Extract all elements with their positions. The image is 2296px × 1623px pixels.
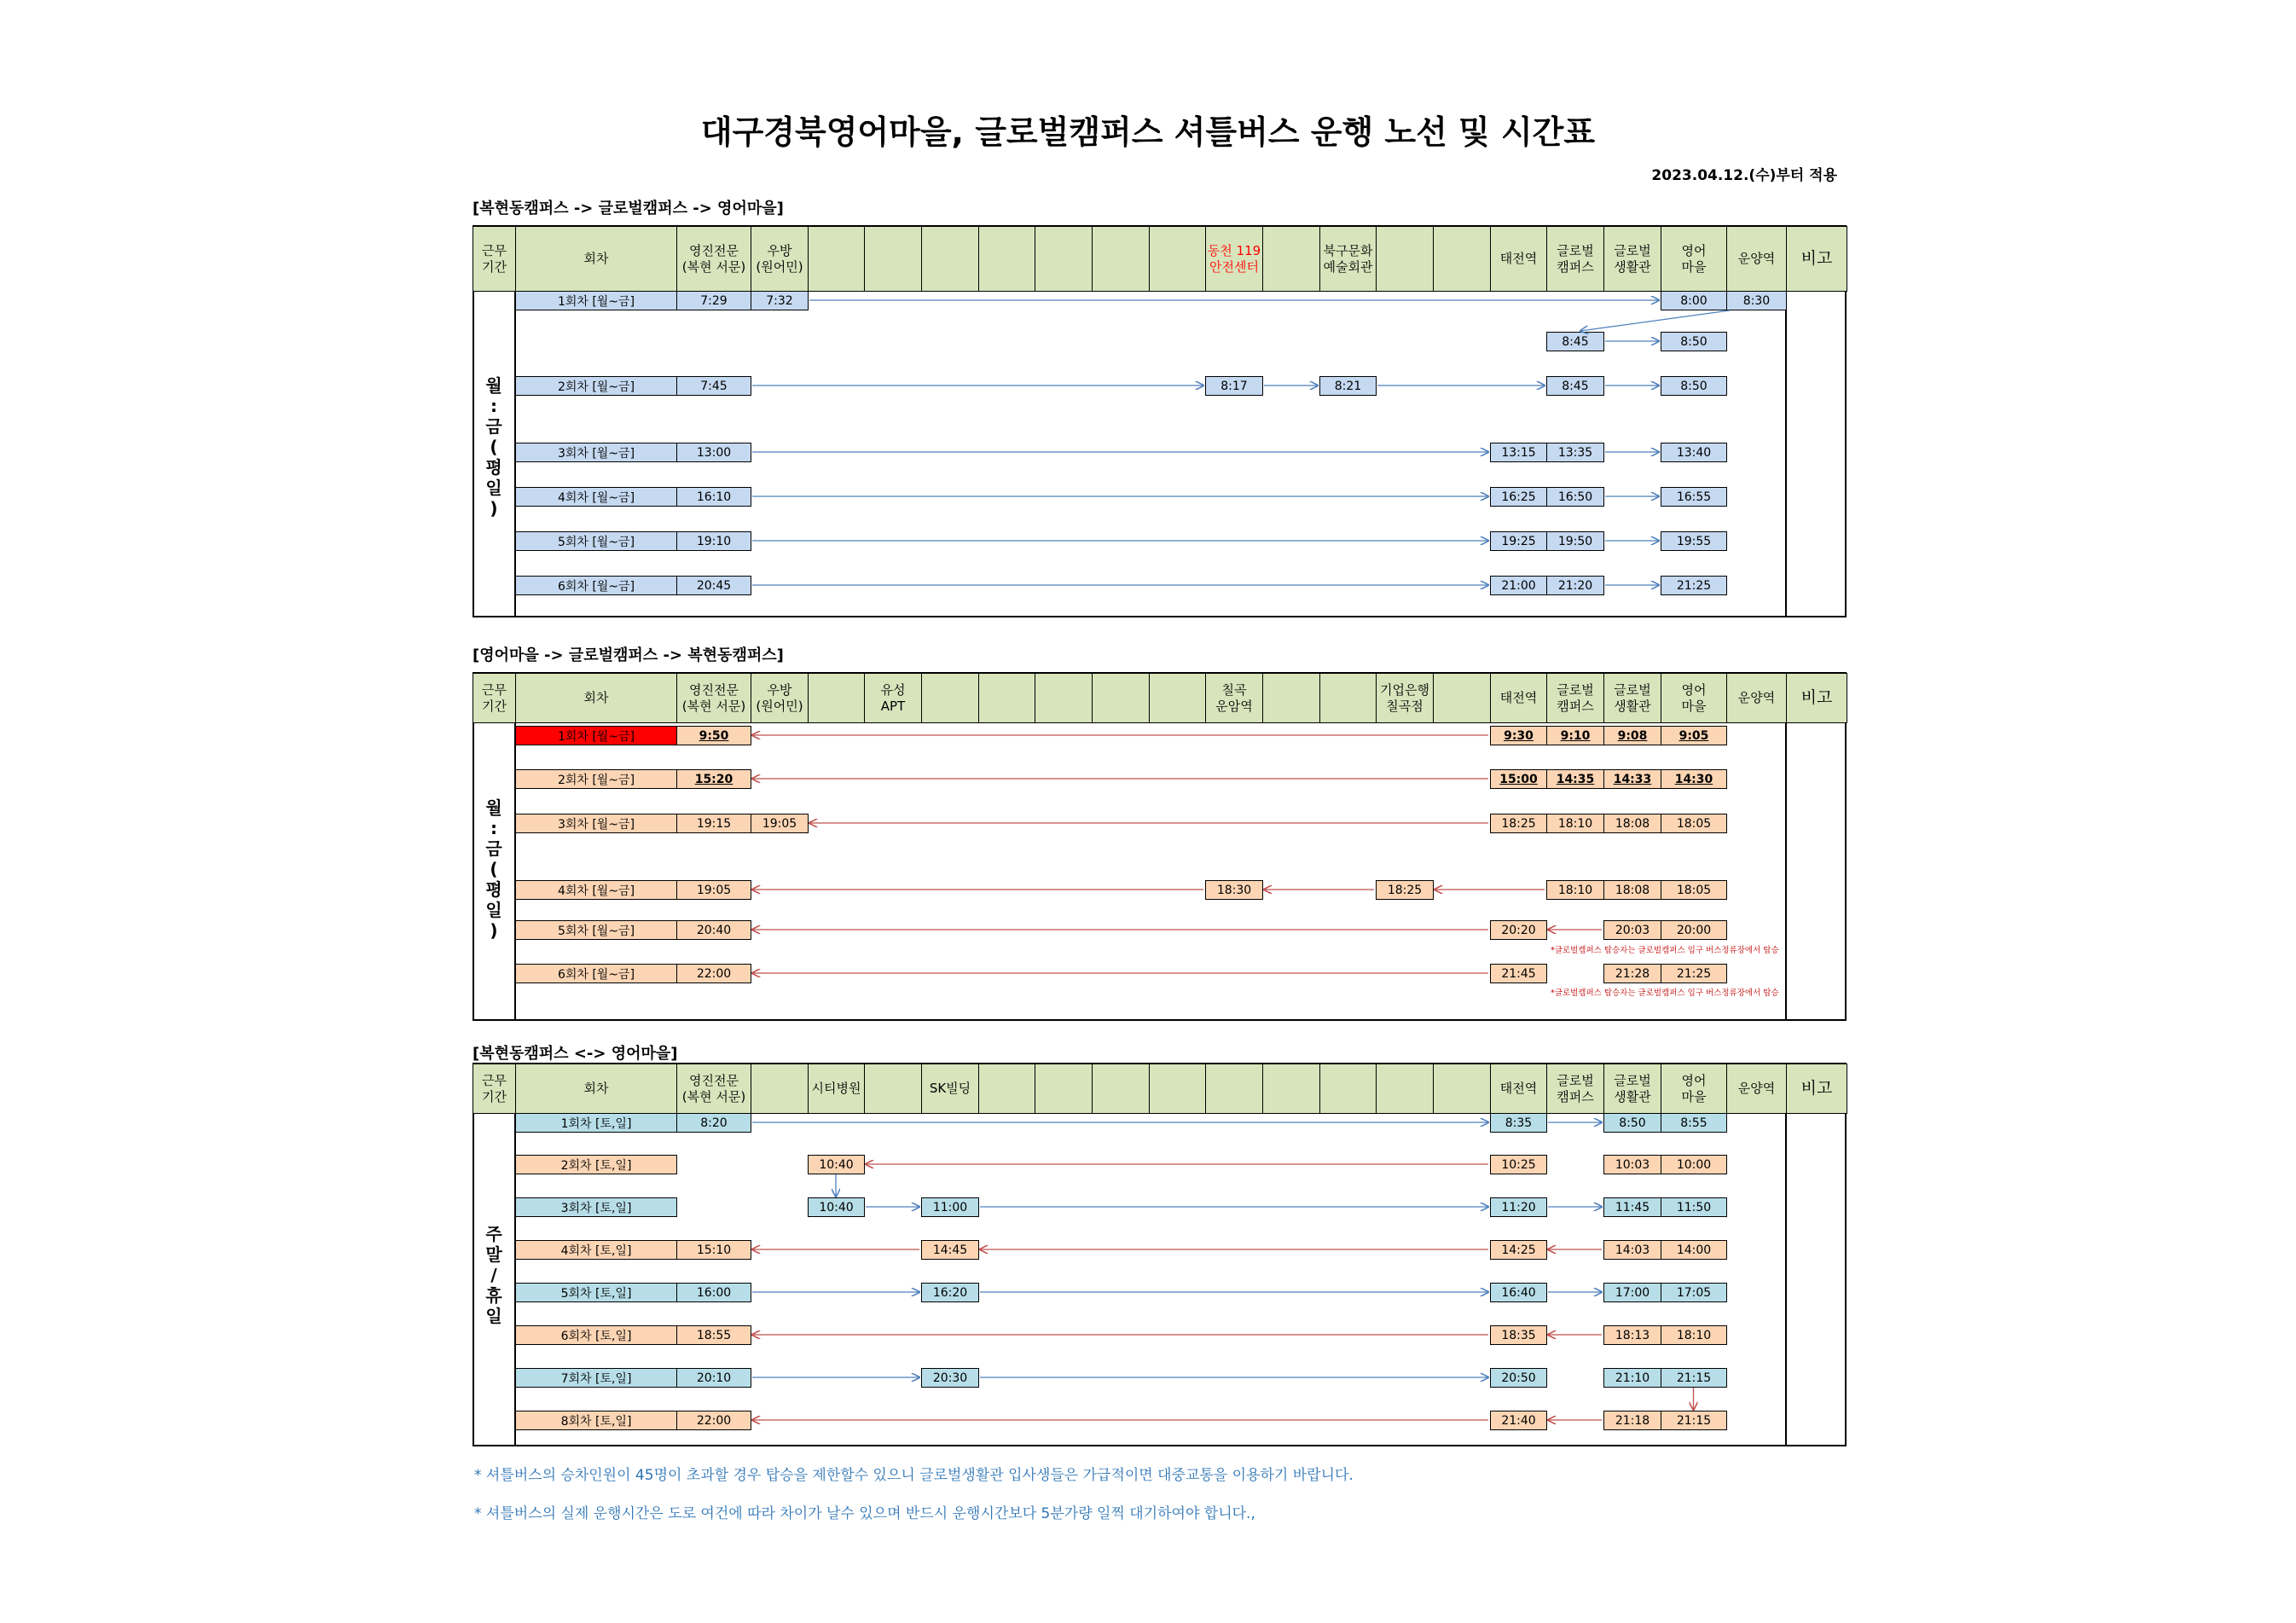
time-cell: 21:15 bbox=[1661, 1368, 1727, 1388]
time-cell: 16:25 bbox=[1490, 487, 1547, 507]
header-cell: 기업은행 칠곡점 bbox=[1376, 673, 1434, 723]
note-row5: *글로벌캠퍼스 탑승자는 글로벌캠퍼스 입구 버스정류장에서 탑승 bbox=[1551, 946, 1779, 955]
time-cell: 13:00 bbox=[676, 443, 751, 462]
header-cell: 영어 마을 bbox=[1661, 1064, 1727, 1114]
time-cell: 18:10 bbox=[1661, 1325, 1727, 1345]
time-cell: 10:40 bbox=[808, 1197, 865, 1217]
time-cell: 21:18 bbox=[1603, 1411, 1661, 1430]
time-cell: 21:25 bbox=[1661, 576, 1727, 595]
header-cell: 글로벌 캠퍼스 bbox=[1546, 673, 1604, 723]
header-cell: 칠곡 운암역 bbox=[1205, 673, 1263, 723]
time-cell: 13:40 bbox=[1661, 443, 1727, 462]
time-cell: 10:03 bbox=[1603, 1155, 1661, 1174]
time-cell: 9:50 bbox=[676, 726, 751, 745]
header-cell: 운양역 bbox=[1726, 673, 1787, 723]
time-cell: 14:30 bbox=[1661, 769, 1727, 789]
header-cell: SK빌딩 bbox=[921, 1064, 979, 1114]
time-cell: 8:17 bbox=[1205, 376, 1263, 396]
header-cell: 회차 bbox=[515, 226, 677, 292]
page-title: 대구경북영어마을, 글로벌캠퍼스 셔틀버스 운행 노선 및 시간표 bbox=[700, 113, 1596, 151]
header-cell: 글로벌 생활관 bbox=[1603, 1064, 1661, 1114]
time-cell: 1회차 [토,일] bbox=[515, 1113, 677, 1133]
time-cell: 2회차 [토,일] bbox=[515, 1155, 677, 1174]
header-cell: 글로벌 생활관 bbox=[1603, 226, 1661, 292]
header-cell: 태전역 bbox=[1490, 226, 1547, 292]
time-cell: 3회차 [토,일] bbox=[515, 1197, 677, 1217]
time-cell: 16:50 bbox=[1546, 487, 1604, 507]
time-cell: 9:05 bbox=[1661, 726, 1727, 745]
header-cell: 태전역 bbox=[1490, 1064, 1547, 1114]
time-cell: 19:50 bbox=[1546, 531, 1604, 551]
time-cell: 21:20 bbox=[1546, 576, 1604, 595]
time-cell: 2회차 [월~금] bbox=[515, 376, 677, 396]
time-cell: 18:08 bbox=[1603, 814, 1661, 833]
time-cell: 18:05 bbox=[1661, 814, 1727, 833]
header-cell: 비고 bbox=[1786, 226, 1847, 292]
time-cell: 3회차 [월~금] bbox=[515, 443, 677, 462]
time-cell: 1회차 [월~금] bbox=[515, 726, 677, 745]
time-cell: 21:15 bbox=[1661, 1411, 1727, 1430]
time-cell: 18:35 bbox=[1490, 1325, 1547, 1345]
header-cell: 회차 bbox=[515, 673, 677, 723]
section-1-title: [복현동캠퍼스 -> 글로벌캠퍼스 -> 영어마을] bbox=[473, 200, 784, 217]
header-cell: 영진전문 (복현 서문) bbox=[676, 1064, 751, 1114]
time-cell: 6회차 [월~금] bbox=[515, 964, 677, 983]
time-cell: 19:15 bbox=[676, 814, 751, 833]
time-cell: 16:10 bbox=[676, 487, 751, 507]
time-cell: 5회차 [월~금] bbox=[515, 531, 677, 551]
time-cell: 8:21 bbox=[1319, 376, 1377, 396]
time-cell: 15:00 bbox=[1490, 769, 1547, 789]
time-cell: 4회차 [월~금] bbox=[515, 880, 677, 900]
time-cell: 4회차 [월~금] bbox=[515, 487, 677, 507]
time-cell: 8:35 bbox=[1490, 1113, 1547, 1133]
time-cell: 13:35 bbox=[1546, 443, 1604, 462]
header-cell: 시티병원 bbox=[808, 1064, 865, 1114]
header-cell: 태전역 bbox=[1490, 673, 1547, 723]
time-cell: 2회차 [월~금] bbox=[515, 769, 677, 789]
time-cell: 16:00 bbox=[676, 1283, 751, 1302]
time-cell: 5회차 [토,일] bbox=[515, 1283, 677, 1302]
time-cell: 16:40 bbox=[1490, 1283, 1547, 1302]
time-cell: 14:03 bbox=[1603, 1240, 1661, 1260]
header-cell: 글로벌 캠퍼스 bbox=[1546, 226, 1604, 292]
time-cell: 14:00 bbox=[1661, 1240, 1727, 1260]
section-2-title: [영어마을 -> 글로벌캠퍼스 -> 복현동캠퍼스] bbox=[473, 646, 784, 664]
footnote-1: * 셔틀버스의 승차인원이 45명이 초과할 경우 탑승을 제한할수 있으니 글로벌생활관 입사생들은 가급적이면 대중교통을 이용하기 바랍니다. bbox=[474, 1467, 1354, 1484]
time-cell: 20:30 bbox=[921, 1368, 979, 1388]
time-cell: 17:05 bbox=[1661, 1283, 1727, 1302]
time-cell: 3회차 [월~금] bbox=[515, 814, 677, 833]
period-label: 월 : 금 ( 평 일 ) bbox=[485, 375, 502, 519]
header-cell: 북구문화 예술회관 bbox=[1319, 226, 1377, 292]
time-cell: 8회차 [토,일] bbox=[515, 1411, 677, 1430]
time-cell: 6회차 [월~금] bbox=[515, 576, 677, 595]
time-cell: 19:55 bbox=[1661, 531, 1727, 551]
time-cell: 18:10 bbox=[1546, 814, 1604, 833]
note-row6: *글로벌캠퍼스 탑승자는 글로벌캠퍼스 입구 버스정류장에서 탑승 bbox=[1551, 988, 1779, 998]
time-cell: 8:00 bbox=[1661, 291, 1727, 310]
time-cell: 19:25 bbox=[1490, 531, 1547, 551]
time-cell: 8:45 bbox=[1546, 376, 1604, 396]
time-cell: 5회차 [월~금] bbox=[515, 920, 677, 940]
time-cell: 9:30 bbox=[1490, 726, 1547, 745]
time-cell: 8:20 bbox=[676, 1113, 751, 1133]
time-cell: 8:30 bbox=[1726, 291, 1787, 310]
time-cell: 16:55 bbox=[1661, 487, 1727, 507]
time-cell: 18:30 bbox=[1205, 880, 1263, 900]
time-cell: 21:45 bbox=[1490, 964, 1547, 983]
section-3-title: [복현동캠퍼스 <-> 영어마을] bbox=[473, 1045, 678, 1063]
time-cell: 8:45 bbox=[1546, 332, 1604, 351]
time-cell: 11:00 bbox=[921, 1197, 979, 1217]
time-cell: 19:05 bbox=[676, 880, 751, 900]
header-cell: 운양역 bbox=[1726, 1064, 1787, 1114]
time-cell: 20:20 bbox=[1490, 920, 1547, 940]
header-cell: 회차 bbox=[515, 1064, 677, 1114]
time-cell: 11:20 bbox=[1490, 1197, 1547, 1217]
time-cell: 8:50 bbox=[1661, 376, 1727, 396]
time-cell: 16:20 bbox=[921, 1283, 979, 1302]
time-cell: 6회차 [토,일] bbox=[515, 1325, 677, 1345]
time-cell: 19:05 bbox=[751, 814, 809, 833]
header-cell: 비고 bbox=[1786, 1064, 1847, 1114]
header-cell: 동천 119 안전센터 bbox=[1205, 226, 1263, 292]
time-cell: 17:00 bbox=[1603, 1283, 1661, 1302]
time-cell: 18:10 bbox=[1546, 880, 1604, 900]
header-cell: 비고 bbox=[1786, 673, 1847, 723]
time-cell: 21:10 bbox=[1603, 1368, 1661, 1388]
time-cell: 7:45 bbox=[676, 376, 751, 396]
applied-date: 2023.04.12.(수)부터 적용 bbox=[1651, 167, 1837, 184]
time-cell: 20:50 bbox=[1490, 1368, 1547, 1388]
header-cell: 우방 (원어민) bbox=[751, 673, 809, 723]
time-cell: 11:50 bbox=[1661, 1197, 1727, 1217]
time-cell: 7:29 bbox=[676, 291, 751, 310]
header-cell: 글로벌 생활관 bbox=[1603, 673, 1661, 723]
time-cell: 10:25 bbox=[1490, 1155, 1547, 1174]
header-cell: 운양역 bbox=[1726, 226, 1787, 292]
time-cell: 8:50 bbox=[1603, 1113, 1661, 1133]
time-cell: 9:10 bbox=[1546, 726, 1604, 745]
time-cell: 20:10 bbox=[676, 1368, 751, 1388]
time-cell: 21:00 bbox=[1490, 576, 1547, 595]
time-cell: 19:10 bbox=[676, 531, 751, 551]
time-cell: 10:40 bbox=[808, 1155, 865, 1174]
header-cell: 근무 기간 bbox=[473, 226, 516, 292]
time-cell: 18:25 bbox=[1376, 880, 1434, 900]
header-cell: 영진전문 (복현 서문) bbox=[676, 673, 751, 723]
header-cell: 영어 마을 bbox=[1661, 226, 1727, 292]
time-cell: 20:00 bbox=[1661, 920, 1727, 940]
time-cell: 8:55 bbox=[1661, 1113, 1727, 1133]
time-cell: 21:40 bbox=[1490, 1411, 1547, 1430]
time-cell: 20:45 bbox=[676, 576, 751, 595]
header-cell: 영어 마을 bbox=[1661, 673, 1727, 723]
time-cell: 7회차 [토,일] bbox=[515, 1368, 677, 1388]
time-cell: 14:45 bbox=[921, 1240, 979, 1260]
header-cell: 우방 (원어민) bbox=[751, 226, 809, 292]
time-cell: 18:05 bbox=[1661, 880, 1727, 900]
time-cell: 1회차 [월~금] bbox=[515, 291, 677, 310]
header-cell: 글로벌 캠퍼스 bbox=[1546, 1064, 1604, 1114]
time-cell: 13:15 bbox=[1490, 443, 1547, 462]
time-cell: 18:13 bbox=[1603, 1325, 1661, 1345]
time-cell: 7:32 bbox=[751, 291, 809, 310]
header-cell: 유성 APT bbox=[864, 673, 922, 723]
time-cell: 14:25 bbox=[1490, 1240, 1547, 1260]
time-cell: 21:25 bbox=[1661, 964, 1727, 983]
time-cell: 10:00 bbox=[1661, 1155, 1727, 1174]
time-cell: 9:08 bbox=[1603, 726, 1661, 745]
time-cell: 18:08 bbox=[1603, 880, 1661, 900]
time-cell: 22:00 bbox=[676, 1411, 751, 1430]
time-cell: 22:00 bbox=[676, 964, 751, 983]
period-label: 월 : 금 ( 평 일 ) bbox=[485, 797, 502, 941]
time-cell: 14:35 bbox=[1546, 769, 1604, 789]
time-cell: 20:40 bbox=[676, 920, 751, 940]
footnote-2: * 셔틀버스의 실제 운행시간은 도로 여건에 따라 차이가 날수 있으며 반드시 운행시간보다 5분가량 일찍 대기하여야 합니다., bbox=[474, 1505, 1255, 1522]
route-arrow bbox=[1580, 310, 1730, 331]
period-label: 주 말 / 휴 일 bbox=[485, 1224, 502, 1326]
time-cell: 21:28 bbox=[1603, 964, 1661, 983]
header-cell: 영진전문 (복현 서문) bbox=[676, 226, 751, 292]
time-cell: 15:10 bbox=[676, 1240, 751, 1260]
time-cell: 18:55 bbox=[676, 1325, 751, 1345]
time-cell: 11:45 bbox=[1603, 1197, 1661, 1217]
time-cell: 8:50 bbox=[1661, 332, 1727, 351]
time-cell: 15:20 bbox=[676, 769, 751, 789]
time-cell: 18:25 bbox=[1490, 814, 1547, 833]
header-cell: 근무 기간 bbox=[473, 673, 516, 723]
time-cell: 14:33 bbox=[1603, 769, 1661, 789]
time-cell: 20:03 bbox=[1603, 920, 1661, 940]
header-cell: 근무 기간 bbox=[473, 1064, 516, 1114]
time-cell: 4회차 [토,일] bbox=[515, 1240, 677, 1260]
